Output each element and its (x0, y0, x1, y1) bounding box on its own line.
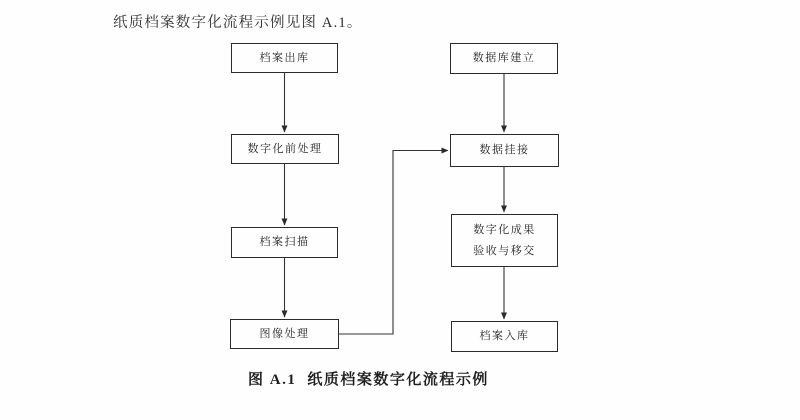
intro-text: 纸质档案数字化流程示例见图 A.1。 (113, 15, 363, 31)
flow-node-acceptance-and-transfer: 数字化成果 验收与移交 (451, 214, 558, 267)
flow-node-archive-out: 档案出库 (231, 43, 338, 73)
figure-caption-title: 纸质档案数字化流程示例 (307, 372, 489, 388)
flow-node-image-processing: 图像处理 (230, 319, 339, 349)
figure-caption-number: 图 A.1 (248, 372, 297, 388)
flow-node-archive-scanning: 档案扫描 (231, 227, 338, 258)
flow-node-archive-in: 档案入库 (451, 321, 558, 352)
flow-node-pre-digitization-processing: 数字化前处理 (231, 134, 339, 164)
figure-caption (248, 368, 489, 389)
flow-node-database-establishment: 数据库建立 (450, 43, 558, 74)
connector-image-processing-to-data-linking (339, 151, 448, 335)
flow-node-data-linking: 数据挂接 (450, 134, 559, 167)
